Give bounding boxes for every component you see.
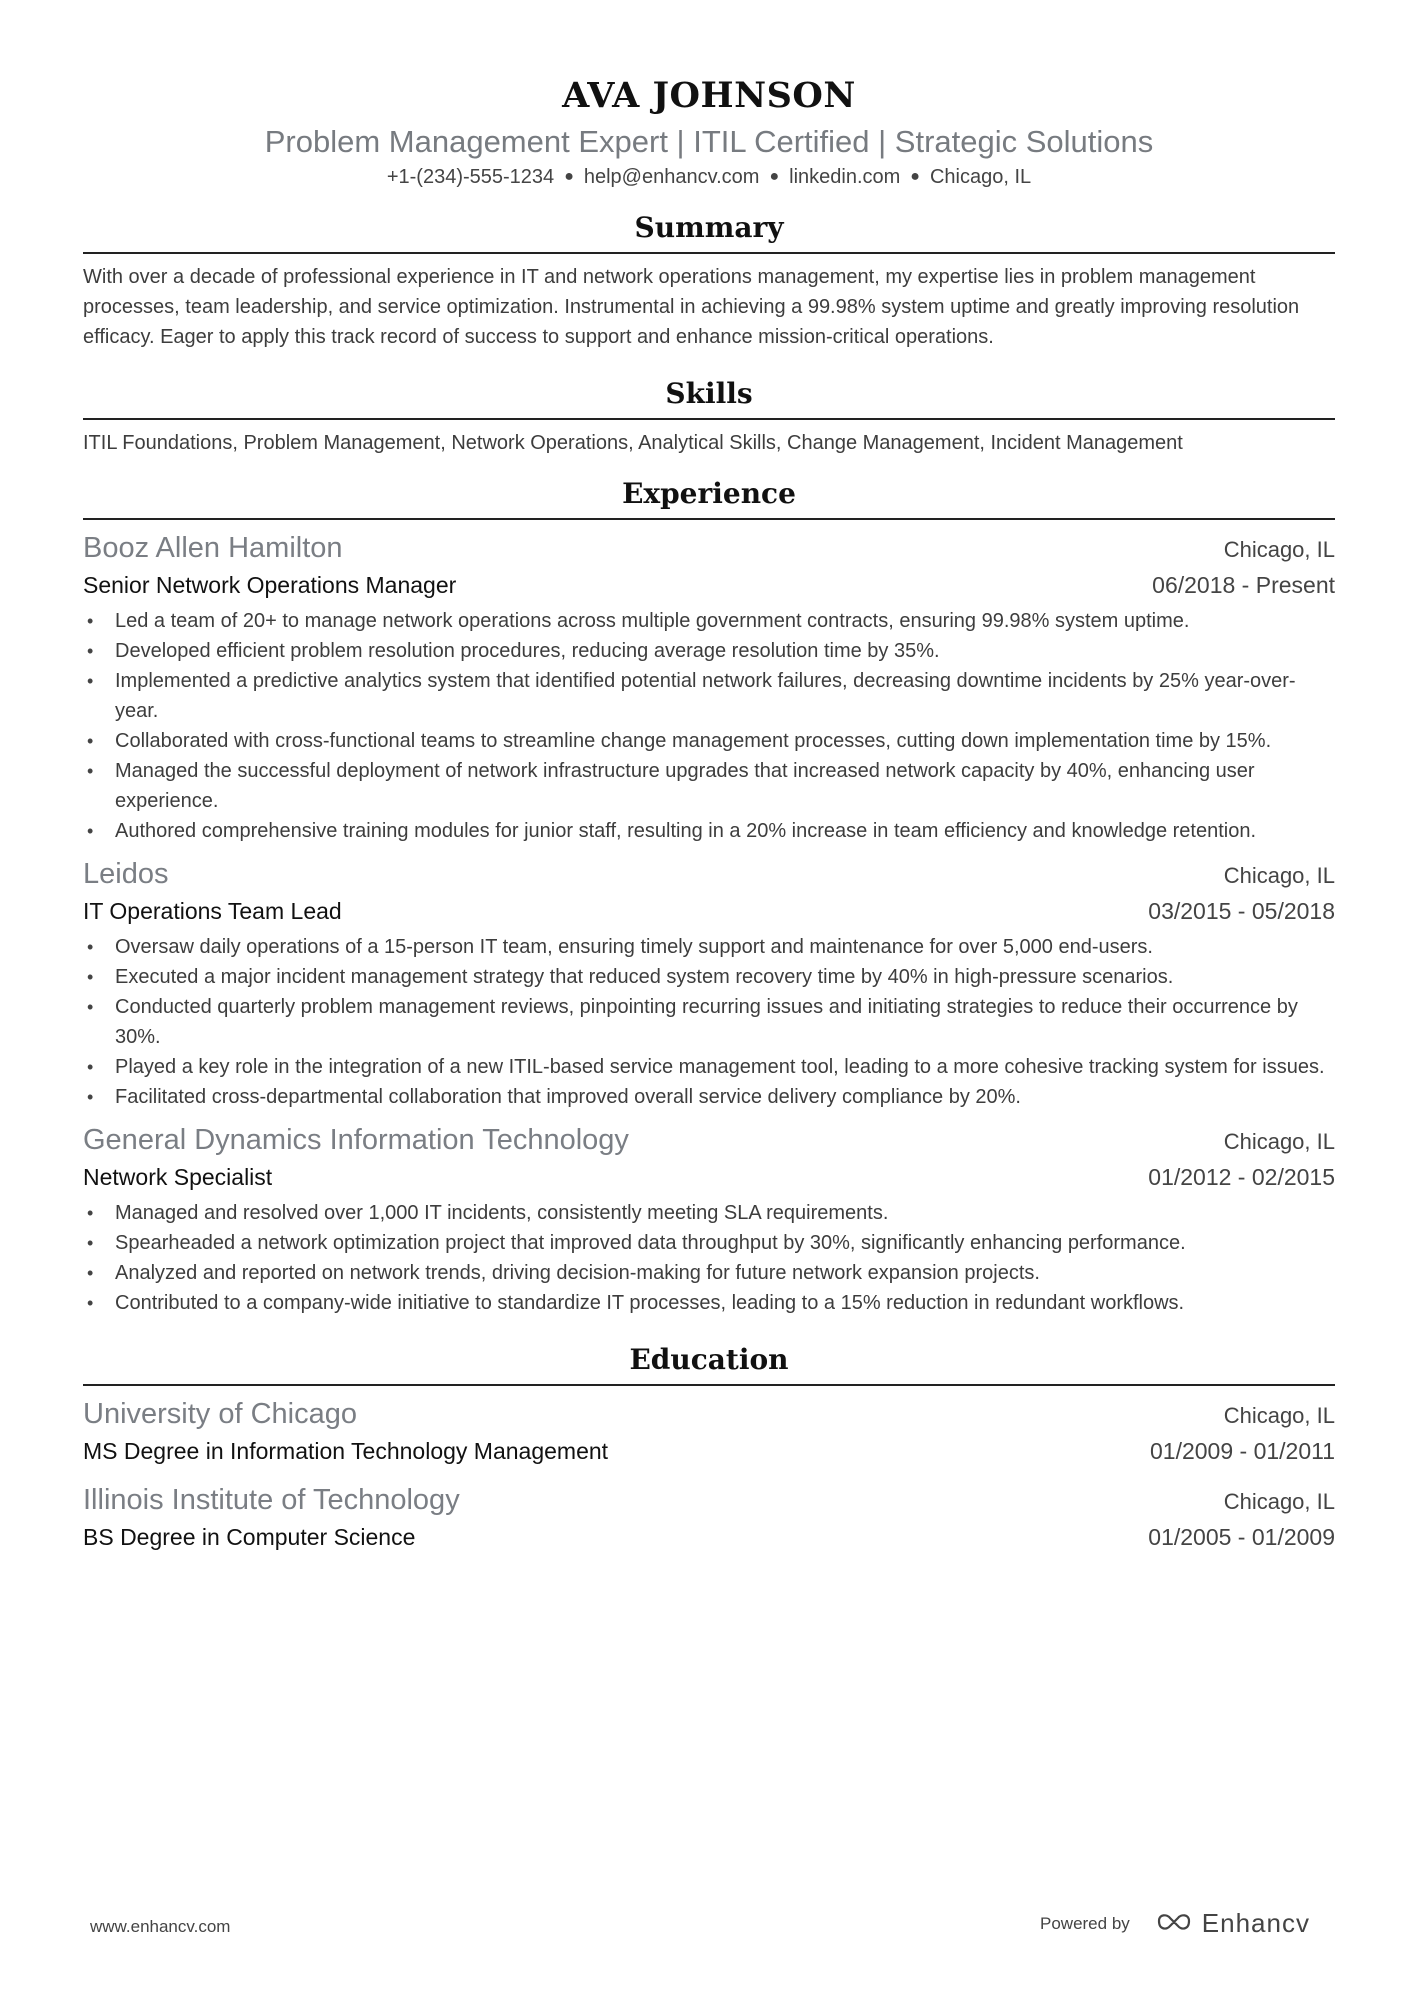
section-divider [83,1384,1335,1386]
company-name: General Dynamics Information Technology [83,1124,629,1156]
summary-section [83,208,1335,352]
experience-section [83,474,1335,1318]
contact-location: Chicago, IL [929,166,1032,188]
bullet-item: • Implemented a predictive analytics system that identified potential network failures, decreasing downtime incidents by 25% year-over-year. [83,666,1335,726]
headline: Problem Management Expert | ITIL Certified | Strategic Solutions [264,124,1154,159]
education-dates: 01/2005 - 01/2009 [1148,1524,1335,1550]
job-entry [83,528,1335,846]
bullet-item: • Collaborated with cross-functional teams to streamline change management processes, cutting down implementation time by 15%. [83,726,1335,756]
education-title: Education [629,1343,789,1376]
job-dates: 03/2015 - 05/2018 [1148,898,1335,924]
bullet-dot: ● [769,168,780,185]
job-bullets [83,932,1335,1112]
education-entry [83,1480,1335,1554]
education-dates: 01/2009 - 01/2011 [1149,1438,1335,1464]
job-title: IT Operations Team Lead [83,898,342,924]
section-divider [83,418,1335,420]
powered-by-label: Powered by [1040,1913,1130,1933]
education-section [83,1340,1335,1554]
company-name: Booz Allen Hamilton [83,532,343,564]
job-bullets [83,606,1335,846]
summary-text: With over a decade of professional experience in IT and network operations management, my expertise lies in problem management processes, team leadership, and service optimization. Instrumental in achieving a 99.98% system uptime and greatly improving resolution efficacy. Eager to apply this track record of success to support and enhance mission-critical operations. [83,266,1300,348]
summary-title: Summary [634,211,784,244]
job-location: Chicago, IL [1223,863,1335,888]
education-entry [83,1394,1335,1468]
bullet-item: • Led a team of 20+ to manage network operations across multiple government contracts, ensuring 99.98% system uptime. [83,606,1335,636]
company-name: Leidos [83,858,169,890]
bullet-item: • Managed and resolved over 1,000 IT incidents, consistently meeting SLA requirements. [83,1198,1335,1228]
bullet-item: • Managed the successful deployment of network infrastructure upgrades that increased network capacity by 40%, enhancing user experience. [83,756,1335,816]
job-location: Chicago, IL [1223,1129,1335,1154]
bullet-item: • Authored comprehensive training modules for junior staff, resulting in a 20% increase in team efficiency and knowledge retention. [83,816,1335,846]
resume-header [83,70,1335,194]
skills-title: Skills [665,377,753,410]
contact-line [83,162,1335,194]
bullet-dot: ● [564,168,574,185]
section-divider [83,252,1335,254]
bullet-item: • Executed a major incident management strategy that reduced system recovery time by 40% in high-pressure scenarios. [83,962,1335,992]
job-entry [83,1120,1335,1318]
school-location: Chicago, IL [1223,1403,1335,1428]
job-bullets [83,1198,1335,1318]
bullet-item: • Contributed to a company-wide initiative to standardize IT processes, leading to a 15% reduction in redundant workflows. [83,1288,1335,1318]
degree: MS Degree in Information Technology Management [83,1438,609,1464]
enhancv-brand: Enhancv [1201,1908,1310,1938]
bullet-item: • Oversaw daily operations of a 15-person IT team, ensuring timely support and maintenance for over 5,000 end-users. [83,932,1335,962]
bullet-item: • Played a key role in the integration of a new ITIL-based service management tool, leading to a more cohesive tracking system for issues. [83,1052,1335,1082]
job-title: Network Specialist [83,1164,273,1190]
job-title: Senior Network Operations Manager [83,572,457,598]
school-location: Chicago, IL [1223,1489,1335,1514]
job-dates: 01/2012 - 02/2015 [1148,1164,1335,1190]
contact-phone: +1-(234)-555-1234 [386,166,555,188]
degree: BS Degree in Computer Science [83,1524,416,1550]
contact-linkedin: linkedin.com [789,166,901,188]
resume-page [83,70,1335,1554]
job-entry [83,854,1335,1112]
footer-website[interactable]: www.enhancv.com [90,1917,231,1936]
school-name: University of Chicago [83,1398,357,1430]
candidate-name: AVA JOHNSON [562,75,856,116]
bullet-item: • Developed efficient problem resolution procedures, reducing average resolution time by 35%. [83,636,1335,666]
bullet-dot: ● [910,168,920,185]
job-location: Chicago, IL [1223,537,1335,562]
job-dates: 06/2018 - Present [1152,572,1335,598]
section-divider [83,518,1335,520]
experience-title: Experience [622,477,796,510]
bullet-item: • Spearheaded a network optimization project that improved data throughput by 30%, significantly enhancing performance. [83,1228,1335,1258]
bullet-item: • Conducted quarterly problem management reviews, pinpointing recurring issues and initiating strategies to reduce their occurrence by 30%. [83,992,1335,1052]
bullet-item: • Facilitated cross-departmental collaboration that improved overall service delivery compliance by 20%. [83,1082,1335,1112]
enhancv-logo-icon [1156,1910,1194,1937]
contact-email: help@enhancv.com [583,166,760,188]
skills-text: ITIL Foundations, Problem Management, Network Operations, Analytical Skills, Change Management, Incident Management [83,432,1183,454]
school-name: Illinois Institute of Technology [83,1484,460,1516]
skills-section [83,374,1335,458]
bullet-item: • Analyzed and reported on network trends, driving decision-making for future network expansion projects. [83,1258,1335,1288]
footer-branding [1040,1908,1310,1939]
